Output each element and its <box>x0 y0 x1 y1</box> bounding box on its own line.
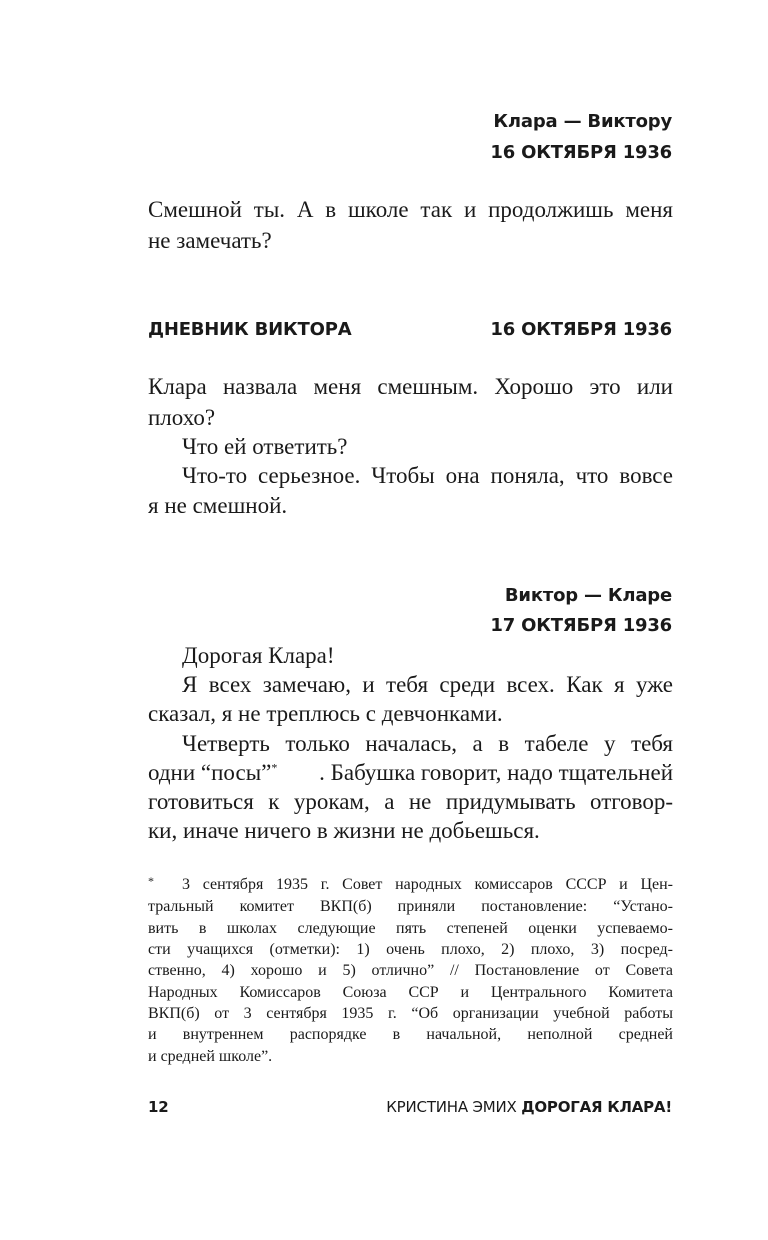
author-name: КРИСТИНА ЭМИХ <box>386 1098 517 1116</box>
letter-header: Виктор — Кларе <box>504 585 672 606</box>
footnote-line: и внутреннем распорядке в начальной, неполной средней <box>148 1026 673 1043</box>
text-line: я не смешной. <box>148 493 288 518</box>
text-line: готовиться к урокам, а не придумывать отговор- <box>148 789 673 814</box>
footnote-line: ственно, 4) хорошо и 5) отлично” // Постановление от Совета <box>148 962 673 979</box>
footnote-line: Народных Комиссаров Союза ССР и Центрального Комитета <box>148 984 673 1001</box>
diary-date: 16 ОКТЯБРЯ 1936 <box>490 319 672 340</box>
text-line: плохо? <box>148 405 216 430</box>
book-title: ДОРОГАЯ КЛАРА! <box>521 1098 672 1116</box>
footnote-line: 3 сентября 1935 г. Совет народных комиссаров СССР и Цен- <box>182 876 673 893</box>
running-footer <box>386 1098 672 1116</box>
text-line: ки, иначе ничего в жизни не добьешься. <box>148 818 540 843</box>
text-line: Я всех замечаю, и тебя среди всех. Как я уже <box>182 672 673 697</box>
letter-date: 16 ОКТЯБРЯ 1936 <box>490 142 672 163</box>
footnote-line: ВКП(б) от 3 сентября 1935 г. “Об организации учебной работы <box>148 1005 673 1022</box>
text-line: Что ей ответить? <box>182 434 348 459</box>
text-line: Четверть только началась, а в табеле у тебя <box>182 731 673 756</box>
text-line: Что-то серьезное. Чтобы она поняла, что вовсе <box>182 463 673 488</box>
text-line: не замечать? <box>148 228 272 253</box>
text-fragment: одни “посы”* <box>148 760 278 785</box>
footnote-line: тральный комитет ВКП(б) приняли постановление: “Устано- <box>148 898 673 915</box>
text-line: Клара назвала меня смешным. Хорошо это или <box>148 374 673 399</box>
text-fragment: . Бабушка говорит, надо тщательней <box>319 760 673 785</box>
text-line: Дорогая Клара! <box>182 643 335 668</box>
letter-date: 17 ОКТЯБРЯ 1936 <box>490 615 672 636</box>
footnote-line: сти учащихся (отметки): 1) очень плохо, 2) плохо, 3) посред- <box>148 941 673 958</box>
footnote-line: вить в школах следующие пять степеней оценки успеваемо- <box>148 920 673 937</box>
footnote-ref: * <box>271 760 278 775</box>
text-line: Смешной ты. А в школе так и продолжишь меня <box>148 197 673 222</box>
footnote-mark: * <box>148 874 154 888</box>
text-line <box>148 760 673 786</box>
diary-title: ДНЕВНИК ВИКТОРА <box>148 319 352 340</box>
page-number: 12 <box>148 1098 169 1116</box>
text-line: сказал, я не треплюсь с девчонками. <box>148 701 503 726</box>
footnote-line: и средней школе”. <box>148 1048 273 1065</box>
letter-header: Клара — Виктору <box>493 111 672 132</box>
